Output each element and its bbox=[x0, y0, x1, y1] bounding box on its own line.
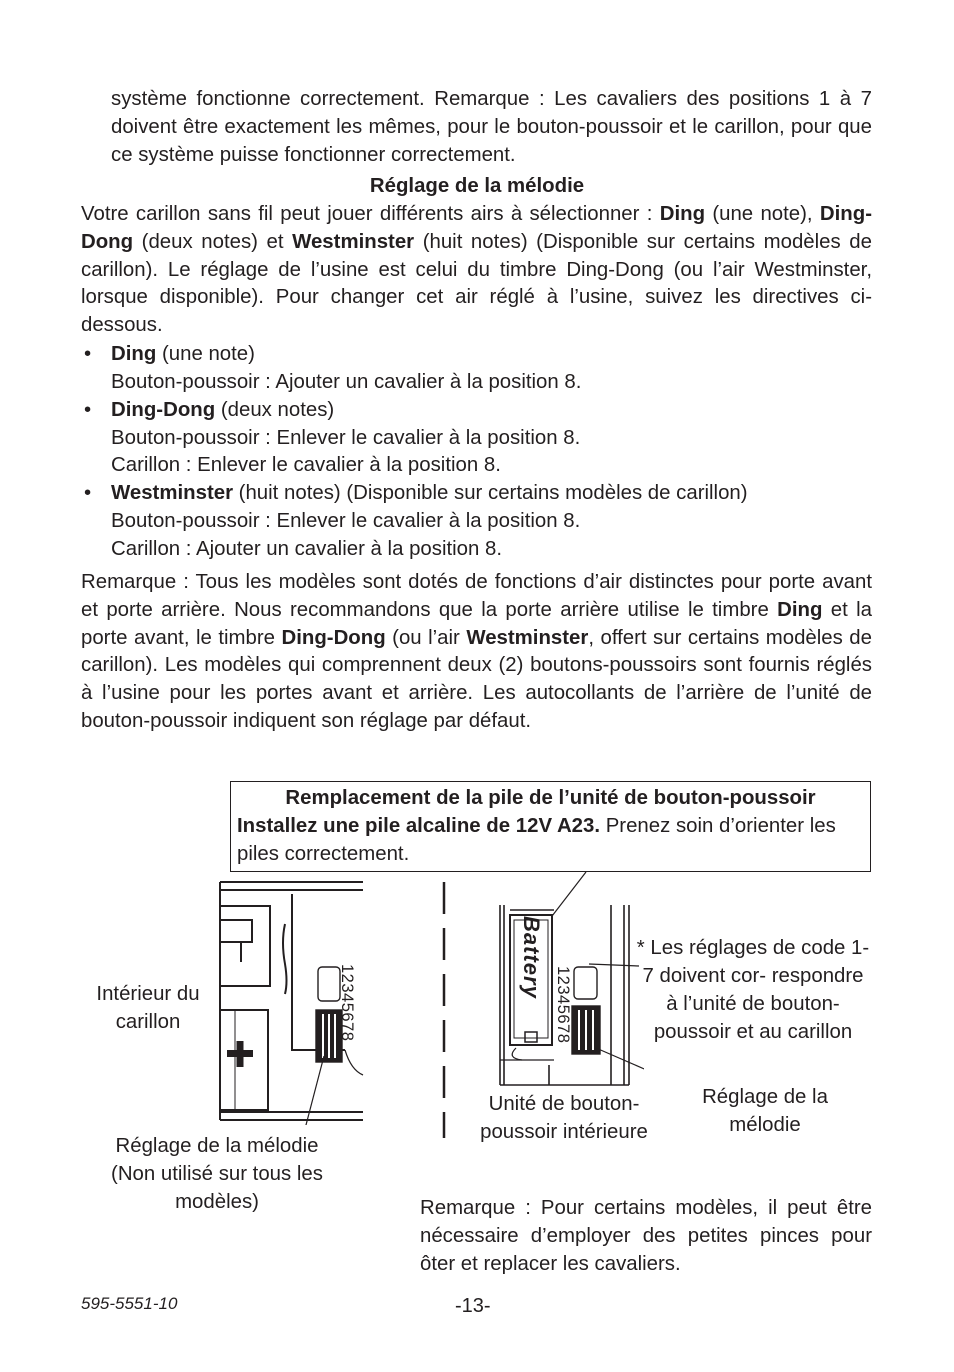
battery-box-bold: Installez une pile alcaline de 12V A23. bbox=[237, 815, 601, 837]
bullet-westminster-heading bbox=[111, 480, 748, 508]
bullet-name: Ding-Dong bbox=[111, 399, 216, 421]
melody-bold-dingdong: Ding-Dong bbox=[81, 203, 872, 253]
code-settings-note: * Les réglages de code 1-7 doivent cor- respondre à l’unité de bouton-poussoir et au carillon bbox=[636, 937, 870, 1043]
battery-replacement-box bbox=[230, 781, 871, 872]
melody-bold-ding: Ding bbox=[659, 203, 706, 225]
remark-paragraph bbox=[81, 569, 872, 736]
remark-text-1: Remarque : Tous les modèles sont dotés de fonctions d’air distinctes pour porte avant et porte arrière. Nous recommandons que la porte arrière utilise le timbre bbox=[81, 571, 872, 621]
remark-text-3: (ou l’air bbox=[385, 626, 467, 649]
bullet-ding-heading bbox=[111, 341, 255, 369]
bullet-line: Bouton-poussoir : Enlever le cavalier à la position 8. bbox=[111, 427, 581, 449]
chime-numbers: 12345678 bbox=[338, 964, 356, 1042]
bullet-line: Carillon : Ajouter un cavalier à la position 8. bbox=[111, 538, 503, 560]
bullet-name: Westminster bbox=[111, 482, 234, 504]
remark-bold-ding: Ding bbox=[777, 598, 823, 621]
melody-heading: Réglage de la mélodie bbox=[369, 175, 585, 197]
remark-text-4: , offert sur certains modèles de carillon). Les modèles qui comprennent deux (2) boutons-poussoirs sont fournis réglés à l’usine pour les portes avant et arrière. Les autocollants de l’arrière de l’unité de bouton-poussoir indiquent son réglage par défaut. bbox=[81, 626, 872, 732]
bullet-line: Bouton-poussoir : Enlever le cavalier à la position 8. bbox=[111, 510, 581, 532]
battery-box-normal: Prenez soin d’orienter les piles correctement. bbox=[237, 815, 836, 865]
remark-bold-dingdong: Ding-Dong bbox=[281, 626, 386, 649]
melody-text-2: (une note), bbox=[705, 203, 820, 225]
bullet-line: Bouton-poussoir : Ajouter un cavalier à la position 8. bbox=[111, 371, 582, 393]
bullet-desc: (deux notes) bbox=[215, 399, 335, 421]
intro-continued-paragraph: système fonctionne correctement. Remarque : Les cavaliers des positions 1 à 7 doivent être exactement les mêmes, pour le bouton-poussoir et le carillon, pour que ce système puisse fonctionner correctement. bbox=[111, 88, 872, 166]
dashed-divider bbox=[438, 882, 450, 1142]
pushbutton-melody-label: Réglage de la mélodie bbox=[702, 1086, 828, 1136]
chime-melody-label: Réglage de la mélodie (Non utilisé sur tous les modèles) bbox=[111, 1135, 323, 1213]
melody-text-4: (huit notes) (Disponible sur certains modèles de carillon). Le réglage de l’usine est celui du timbre Ding-Dong (ou l’air Westminster, lorsque disponible). Pour changer cet air réglé à l’usine, suivez les directives ci-dessous. bbox=[81, 230, 872, 337]
remark-bold-westminster: Westminster bbox=[466, 626, 589, 649]
pushbutton-interior-label: Unité de bouton- poussoir intérieure bbox=[480, 1093, 648, 1143]
chime-interior-label: Intérieur du carillon bbox=[96, 983, 200, 1033]
bullet-line: Carillon : Enlever le cavalier à la position 8. bbox=[111, 454, 501, 476]
bullet-symbol: • bbox=[84, 399, 92, 421]
melody-paragraph bbox=[81, 201, 872, 340]
bullet-name: Ding bbox=[111, 343, 157, 365]
page-number: -13- bbox=[455, 1295, 491, 1317]
part-number: 595-5551-10 bbox=[81, 1294, 178, 1313]
pliers-remark: Remarque : Pour certains modèles, il peut être nécessaire d’employer des petites pinces pour ôter et replacer les cavaliers. bbox=[420, 1197, 872, 1275]
melody-text-1: Votre carillon sans fil peut jouer différents airs à sélectionner : bbox=[81, 203, 660, 225]
bullet-desc: (huit notes) (Disponible sur certains modèles de carillon) bbox=[233, 482, 748, 504]
pushbutton-numbers: 12345678 bbox=[554, 966, 572, 1044]
melody-bold-westminster: Westminster bbox=[292, 230, 415, 253]
bullet-symbol: • bbox=[84, 482, 92, 504]
plus-icon bbox=[227, 1041, 253, 1067]
battery-box-title: Remplacement de la pile de l’unité de bouton-poussoir bbox=[285, 787, 816, 809]
melody-text-3: (deux notes) et bbox=[133, 230, 293, 253]
bullet-dingdong-heading bbox=[111, 397, 334, 425]
bullet-desc: (une note) bbox=[156, 343, 255, 365]
battery-label: Battery bbox=[519, 916, 544, 999]
jumper-pins bbox=[572, 967, 600, 1054]
bullet-symbol: • bbox=[84, 343, 92, 365]
battery-box-text bbox=[237, 812, 867, 868]
remark-text-2: et la porte avant, le timbre bbox=[81, 598, 872, 649]
